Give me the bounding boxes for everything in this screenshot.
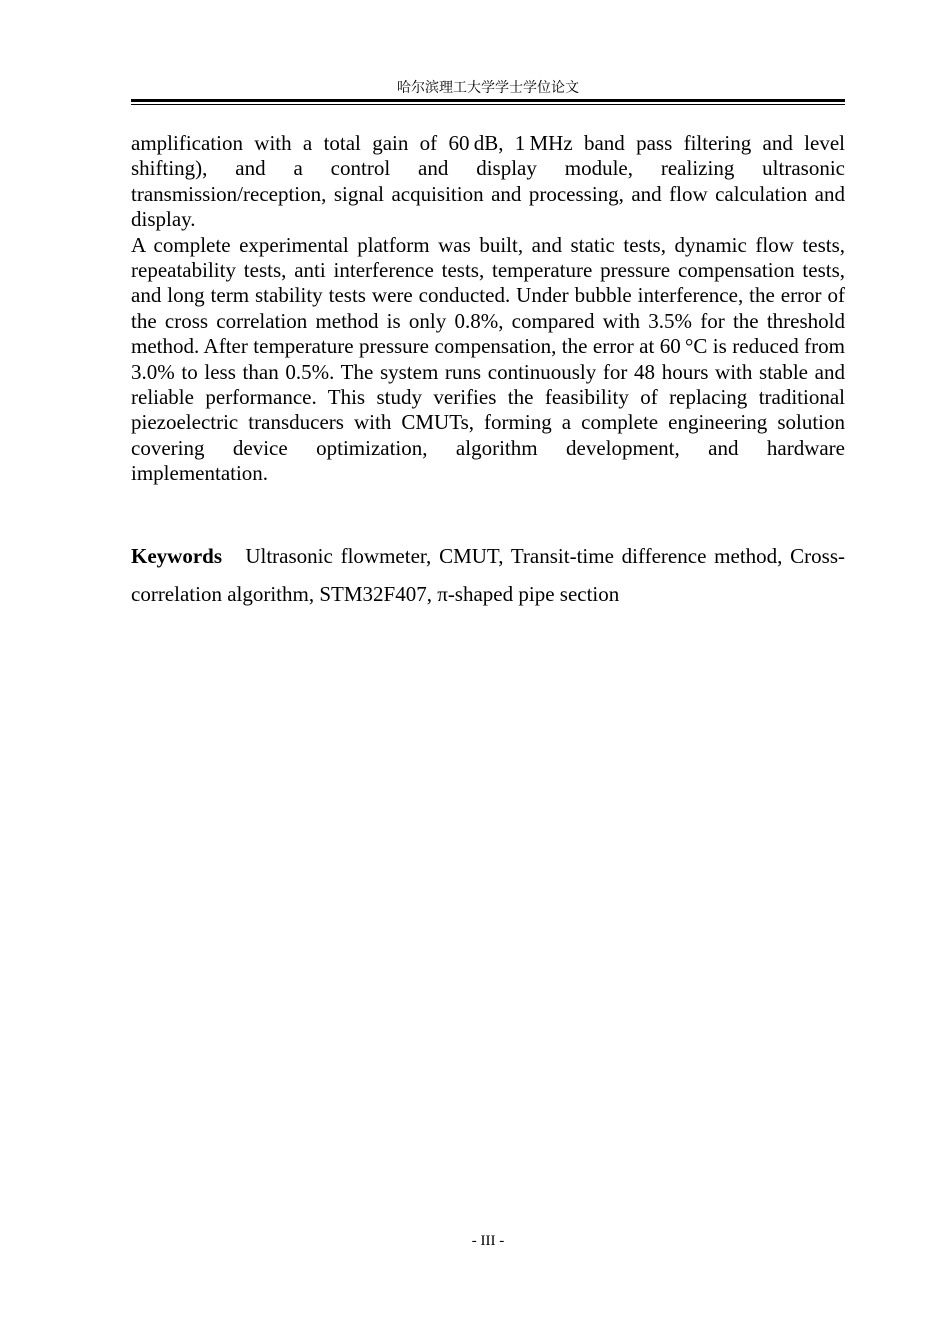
header-rule-thin (131, 104, 845, 105)
abstract-paragraph-2: A complete experimental platform was built, and static tests, dynamic flow tests, repeatability tests, anti interference tests, temperature pressure compensation tests, and long term stability tests were conducted. Under bubble interference, the error of the cross correlation method is only 0.8%, compared with 3.5% for the threshold method. After temperature pressure compensation, the error at 60 °C is reduced from 3.0% to less than 0.5%. The system runs continuously for 48 hours with stable and reliable performance. This study verifies the feasibility of replacing traditional piezoelectric transducers with CMUTs, forming a complete engineering solution covering device optimization, algorithm development, and hardware implementation. (131, 232, 845, 486)
abstract-body (131, 131, 845, 487)
running-header: 哈尔滨理工大学学士学位论文 (397, 80, 579, 96)
abstract-paragraph-1: amplification with a total gain of 60 dB, 1 MHz band pass filtering and level shifting), and a control and display module, realizing ultrasonic transmission/reception, signal acquisition and processing, and flow calculation and display. (131, 131, 845, 232)
keywords-block (131, 537, 845, 613)
header-rule-thick (131, 99, 845, 102)
keywords-separator (230, 544, 238, 568)
keywords-label: Keywords (131, 544, 222, 568)
page-number: - III - (471, 1233, 505, 1249)
keywords-text: Ultrasonic flowmeter, CMUT, Transit-time difference method, Cross-correlation algorithm, STM32F407, π-shaped pipe section (131, 544, 846, 606)
